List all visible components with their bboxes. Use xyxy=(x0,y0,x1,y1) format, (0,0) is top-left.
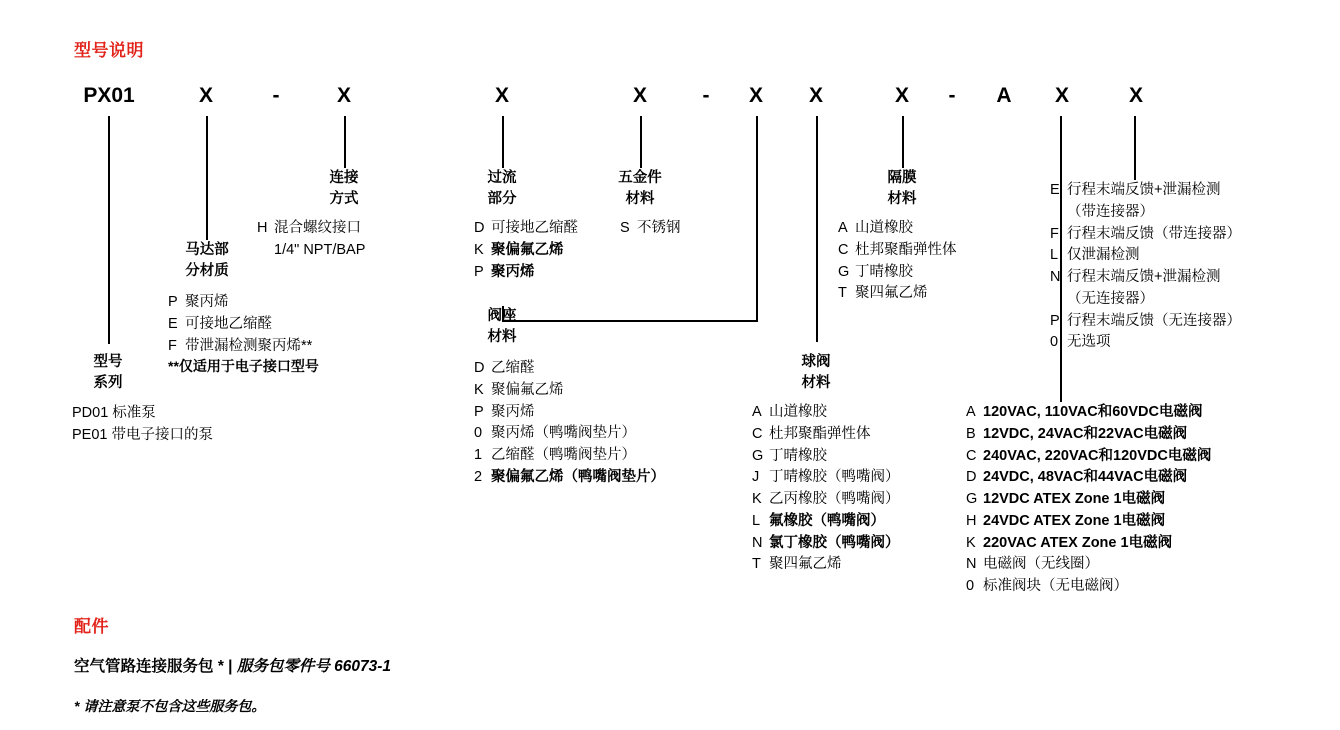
option-value: 12VDC ATEX Zone 1电磁阀 xyxy=(983,491,1166,507)
option-value: 电磁阀（无线圈） xyxy=(983,556,1099,573)
list-item xyxy=(1050,180,1241,202)
option-value: 无选项 xyxy=(1067,334,1111,351)
option-value: 行程末端反馈（无连接器） xyxy=(1067,312,1241,329)
code-char-seat: X xyxy=(748,84,763,107)
code-char-diaphragm: X xyxy=(894,84,909,107)
group-diaphragm-title xyxy=(854,168,950,210)
list-item xyxy=(966,511,1211,533)
group-diaphragm-options xyxy=(838,218,957,305)
leader-line-connection xyxy=(344,116,346,168)
option-value: 聚丙烯 xyxy=(491,403,535,420)
group-overflow-options xyxy=(474,218,578,283)
list-item xyxy=(838,218,957,240)
group-motor-options xyxy=(168,292,312,357)
option-key xyxy=(257,240,274,262)
option-key: 0 xyxy=(1050,334,1059,351)
option-key: G xyxy=(966,491,978,507)
option-key: B xyxy=(966,425,976,442)
list-item xyxy=(1050,311,1241,333)
option-key: T xyxy=(752,556,761,573)
group-hardware-title-line2: 材料 xyxy=(625,191,655,208)
option-key: C xyxy=(966,447,977,464)
option-key: P xyxy=(168,294,178,310)
accessories-item xyxy=(74,654,391,676)
option-value: 行程末端反馈+泄漏检测 xyxy=(1067,269,1221,285)
code-char-dash-1: - xyxy=(272,84,280,107)
option-key: C xyxy=(752,425,763,442)
group-series-title-line2: 系列 xyxy=(93,375,123,392)
group-overflow-title xyxy=(454,168,550,210)
leader-line-series xyxy=(108,116,110,344)
list-item xyxy=(474,423,665,445)
list-item xyxy=(752,554,900,576)
option-key: 2 xyxy=(474,468,483,485)
code-char-ball: X xyxy=(808,84,823,107)
option-key: P xyxy=(474,403,484,420)
leader-line-feedback xyxy=(1134,116,1136,180)
list-item xyxy=(966,467,1211,489)
accessories-item-partno: 服务包零件号 66073-1 xyxy=(236,658,392,675)
group-series-title-line1: 型号 xyxy=(93,354,123,370)
group-connection-title xyxy=(296,168,392,210)
option-key: N xyxy=(752,534,763,551)
group-connection-title-line1: 连接 xyxy=(329,170,359,186)
option-key: K xyxy=(474,381,484,398)
option-value: 杜邦聚酯弹性体 xyxy=(855,241,957,258)
list-item xyxy=(966,533,1211,555)
list-item xyxy=(752,511,900,533)
option-key: T xyxy=(838,285,847,302)
group-solenoid-options xyxy=(966,402,1211,598)
list-item xyxy=(966,489,1211,511)
option-key: C xyxy=(838,241,849,258)
list-item xyxy=(838,240,957,262)
option-value: 带泄漏检测聚丙烯** xyxy=(185,337,313,354)
accessories-item-name: 空气管路连接服务包 xyxy=(74,658,214,675)
option-value: 1/4" NPT/BAP xyxy=(274,241,366,258)
option-value: 聚偏氟乙烯（鸭嘴阀垫片） xyxy=(491,468,665,485)
code-char-dash-3: - xyxy=(948,84,956,107)
group-motor-title-line2: 分材质 xyxy=(185,263,229,280)
group-connection-options xyxy=(257,218,365,262)
list-item xyxy=(168,336,312,358)
option-value: 120VAC, 110VAC和60VDC电磁阀 xyxy=(983,404,1203,420)
option-value: 乙丙橡胶（鸭嘴阀） xyxy=(769,491,900,507)
option-key: S xyxy=(620,220,630,236)
option-value: 聚丙烯 xyxy=(185,294,229,310)
option-key: K xyxy=(966,534,976,551)
option-value-cont: （无连接器） xyxy=(1067,290,1154,307)
option-value: 杜邦聚酯弹性体 xyxy=(769,425,871,442)
list-item xyxy=(752,446,900,468)
list-item xyxy=(474,380,665,402)
option-key: N xyxy=(966,556,977,573)
accessories-note: * 请注意泵不包含这些服务包。 xyxy=(74,698,266,714)
group-ball-title-line1: 球阀 xyxy=(801,354,831,370)
option-value: 乙缩醛 xyxy=(491,360,535,376)
option-key: K xyxy=(474,241,484,258)
option-value: 仅泄漏检测 xyxy=(1067,247,1140,264)
list-item xyxy=(966,576,1211,598)
code-char-solenoid: X xyxy=(1054,84,1069,107)
option-value: 24VDC, 48VAC和44VAC电磁阀 xyxy=(983,469,1188,486)
list-item xyxy=(168,314,312,336)
option-value: 行程末端反馈+泄漏检测 xyxy=(1067,182,1221,198)
option-key: 0 xyxy=(966,578,975,594)
group-motor-title-line1: 马达部 xyxy=(185,242,229,258)
group-motor-note: **仅适用于电子接口型号 xyxy=(168,358,319,374)
list-item xyxy=(474,445,665,467)
group-seat-options xyxy=(474,358,665,489)
option-value: 240VAC, 220VAC和120VDC电磁阀 xyxy=(983,447,1212,464)
group-seat-title-line1: 阀座 xyxy=(487,308,517,324)
option-key: G xyxy=(838,263,850,280)
list-item xyxy=(474,218,578,240)
option-key: D xyxy=(474,220,485,236)
group-diaphragm-title-line1: 隔膜 xyxy=(887,170,917,186)
leader-line-motor xyxy=(206,116,208,240)
list-item xyxy=(966,402,1211,424)
list-item: PE01 带电子接口的泵 xyxy=(72,427,213,444)
code-char-series: PX01 xyxy=(83,84,135,107)
code-char-feedback: X xyxy=(1128,84,1143,107)
option-value: 不锈钢 xyxy=(637,220,681,236)
option-value: 标准阀块（无电磁阀） xyxy=(983,578,1128,594)
option-key: A xyxy=(966,404,976,420)
option-key: J xyxy=(752,469,760,486)
option-key: E xyxy=(1050,182,1060,198)
list-item xyxy=(474,358,665,380)
option-key: H xyxy=(257,220,268,236)
leader-line-seat-upper xyxy=(756,116,758,320)
list-item xyxy=(752,467,900,489)
option-key: P xyxy=(1050,312,1060,329)
option-value: 丁晴橡胶 xyxy=(855,263,913,280)
option-value: 聚偏氟乙烯 xyxy=(491,381,564,398)
option-value-cont: （带连接器） xyxy=(1067,203,1154,220)
option-key: L xyxy=(1050,247,1059,264)
list-item xyxy=(752,402,900,424)
option-key: F xyxy=(1050,225,1059,242)
leader-line-diaphragm xyxy=(902,116,904,168)
group-series-title xyxy=(60,352,156,394)
list-item xyxy=(257,240,365,262)
group-seat-title xyxy=(454,306,550,348)
option-value: 聚四氟乙烯 xyxy=(855,285,928,302)
option-value: 行程末端反馈（带连接器） xyxy=(1067,225,1241,242)
option-key: A xyxy=(752,404,762,420)
code-char-motor: X xyxy=(198,84,213,107)
option-value: 聚四氟乙烯 xyxy=(769,556,842,573)
option-value: 丁晴橡胶（鸭嘴阀） xyxy=(769,469,900,486)
group-ball-options xyxy=(752,402,900,576)
list-item xyxy=(474,262,578,284)
option-value: 混合螺纹接口 xyxy=(274,220,361,236)
option-value: 山道橡胶 xyxy=(855,220,913,236)
code-char-a: A xyxy=(996,84,1012,107)
list-item xyxy=(474,240,578,262)
list-item xyxy=(966,554,1211,576)
list-item xyxy=(1050,224,1241,246)
list-item xyxy=(966,446,1211,468)
option-key: N xyxy=(1050,269,1061,285)
list-item xyxy=(838,283,957,305)
list-item xyxy=(257,218,365,240)
group-seat-title-line2: 材料 xyxy=(487,329,517,346)
page-title: 型号说明 xyxy=(74,41,144,60)
option-value: 24VDC ATEX Zone 1电磁阀 xyxy=(983,512,1166,529)
option-value: 可接地乙缩醛 xyxy=(185,315,272,332)
group-feedback-options xyxy=(1050,180,1241,354)
list-item xyxy=(752,424,900,446)
group-motor-title xyxy=(158,240,256,282)
group-hardware-options xyxy=(620,218,681,240)
option-key: F xyxy=(168,337,177,354)
option-value: 乙缩醛（鸭嘴阀垫片） xyxy=(491,447,636,463)
option-value: 可接地乙缩醛 xyxy=(491,220,578,236)
leader-line-hardware xyxy=(640,116,642,168)
list-item xyxy=(966,424,1211,446)
group-overflow-title-line1: 过流 xyxy=(487,170,517,186)
accessories-item-mark: * | xyxy=(213,658,237,675)
code-char-overflow: X xyxy=(494,84,509,107)
leader-line-ball xyxy=(816,116,818,342)
group-series-options xyxy=(72,402,213,447)
list-item xyxy=(1050,332,1241,354)
option-value: 氯丁橡胶（鸭嘴阀） xyxy=(769,534,900,551)
option-value: 220VAC ATEX Zone 1电磁阀 xyxy=(983,534,1173,551)
group-ball-title-line2: 材料 xyxy=(801,375,831,392)
list-item xyxy=(474,402,665,424)
list-item: PD01 标准泵 xyxy=(72,405,156,421)
group-overflow-title-line2: 部分 xyxy=(487,191,517,208)
option-key: 0 xyxy=(474,425,483,442)
list-item xyxy=(1050,267,1241,289)
group-connection-title-line2: 方式 xyxy=(329,191,359,208)
option-value: 山道橡胶 xyxy=(769,404,827,420)
group-ball-title xyxy=(768,352,864,394)
leader-line-overflow xyxy=(502,116,504,168)
code-char-hardware: X xyxy=(632,84,647,107)
option-key: G xyxy=(752,447,764,464)
option-value: 12VDC, 24VAC和22VAC电磁阀 xyxy=(983,425,1188,442)
list-item xyxy=(1050,245,1241,267)
option-key: P xyxy=(474,263,484,280)
accessories-title: 配件 xyxy=(74,617,109,636)
code-char-dash-2: - xyxy=(702,84,710,107)
option-value: 氟橡胶（鸭嘴阀） xyxy=(769,512,885,529)
option-key: K xyxy=(752,491,762,507)
option-key: L xyxy=(752,512,761,529)
option-key: 1 xyxy=(474,447,483,463)
option-key: H xyxy=(966,512,977,529)
group-hardware-title-line1: 五金件 xyxy=(618,170,662,186)
option-value: 聚丙烯（鸭嘴阀垫片） xyxy=(491,425,636,442)
option-key: D xyxy=(474,360,485,376)
group-hardware-title xyxy=(592,168,688,210)
code-char-connection: X xyxy=(336,84,351,107)
option-key: D xyxy=(966,469,977,486)
option-key: A xyxy=(838,220,848,236)
list-item xyxy=(752,533,900,555)
list-item xyxy=(620,218,681,240)
list-item xyxy=(752,489,900,511)
option-key: E xyxy=(168,315,178,332)
list-item xyxy=(474,467,665,489)
option-value: 丁晴橡胶 xyxy=(769,447,827,464)
option-value: 聚偏氟乙烯 xyxy=(491,241,564,258)
option-value: 聚丙烯 xyxy=(491,263,535,280)
list-item xyxy=(838,262,957,284)
list-item xyxy=(168,292,312,314)
group-diaphragm-title-line2: 材料 xyxy=(887,191,917,208)
